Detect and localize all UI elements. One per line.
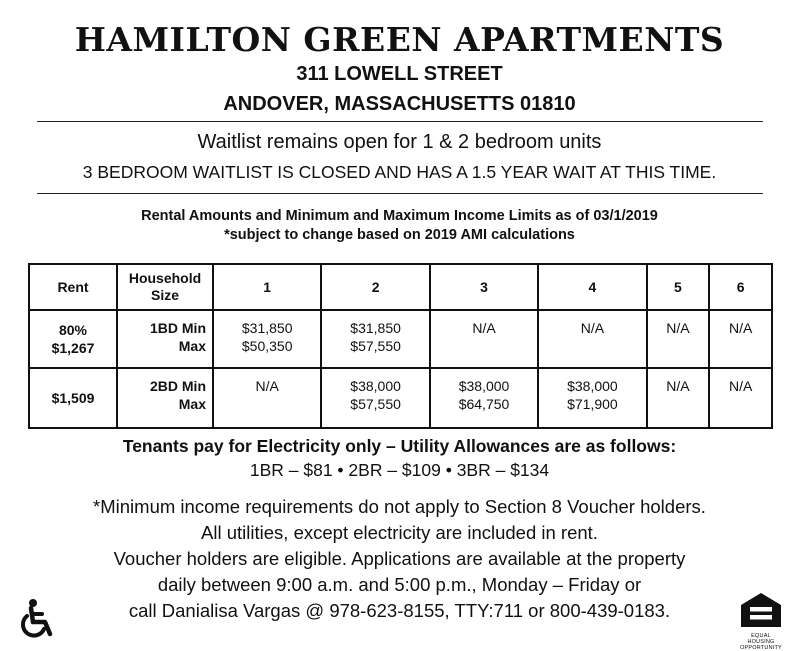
rental-heading-block	[0, 207, 799, 245]
waitlist-open-notice: Waitlist remains open for 1 & 2 bedroom units	[197, 131, 602, 153]
income-cell: $38,000 $57,550	[321, 368, 429, 428]
income-cell: N/A	[213, 368, 321, 428]
note-line: call Danialisa Vargas @ 978-623-8155, TTY:711 or 800-439-0183.	[128, 600, 671, 621]
divider-bottom	[37, 193, 763, 194]
utility-heading: Tenants pay for Electricity only – Utility Allowances are as follows:	[122, 436, 677, 456]
rental-heading: Rental Amounts and Minimum and Maximum Income Limits as of 03/1/2019	[141, 208, 658, 224]
income-limits-table	[28, 263, 773, 429]
equal-housing-caption: EQUAL HOUSING OPPORTUNITY	[740, 633, 782, 651]
income-cell: N/A	[430, 310, 538, 368]
household-size-cell: 2BD Min Max	[117, 368, 213, 428]
table-header-row	[29, 264, 772, 310]
table-row	[29, 368, 772, 428]
income-cell: $38,000 $71,900	[538, 368, 646, 428]
income-cell: N/A	[647, 310, 710, 368]
income-cell: N/A	[647, 368, 710, 428]
equal-housing-opportunity-icon	[738, 592, 784, 651]
income-cell: $31,850 $50,350	[213, 310, 321, 368]
note-line: All utilities, except electricity are included in rent.	[201, 522, 598, 543]
col-header: Rent	[29, 264, 117, 310]
col-header: 3	[430, 264, 538, 310]
income-cell: $38,000 $64,750	[430, 368, 538, 428]
col-header: 2	[321, 264, 429, 310]
notes-block	[0, 494, 799, 624]
note-line: Voucher holders are eligible. Applications are available at the property	[113, 548, 686, 569]
rent-cell: $1,509	[29, 368, 117, 428]
income-cell: N/A	[709, 310, 772, 368]
address-street: 311 LOWELL STREET	[296, 63, 503, 85]
col-header: 6	[709, 264, 772, 310]
income-cell: $31,850 $57,550	[321, 310, 429, 368]
divider-top	[37, 121, 763, 122]
col-header: 4	[538, 264, 646, 310]
col-header: 1	[213, 264, 321, 310]
utility-allowances: 1BR – $81 • 2BR – $109 • 3BR – $134	[249, 460, 550, 480]
waitlist-closed-notice: 3 BEDROOM WAITLIST IS CLOSED AND HAS A 1.5 YEAR WAIT AT THIS TIME.	[82, 162, 717, 182]
col-header: Household Size	[117, 264, 213, 310]
income-cell: N/A	[709, 368, 772, 428]
property-title: HAMILTON GREEN APARTMENTS	[74, 20, 725, 59]
note-line: *Minimum income requirements do not apply to Section 8 Voucher holders.	[93, 496, 706, 517]
income-cell: N/A	[538, 310, 646, 368]
household-size-cell: 1BD Min Max	[117, 310, 213, 368]
note-line: daily between 9:00 a.m. and 5:00 p.m., Monday – Friday or	[157, 574, 642, 595]
col-header: 5	[647, 264, 710, 310]
rental-subheading: *subject to change based on 2019 AMI calculations	[224, 227, 575, 243]
wheelchair-accessibility-icon	[16, 598, 58, 640]
address-city: ANDOVER, MASSACHUSETTS 01810	[223, 93, 576, 115]
rent-cell: 80% $1,267	[29, 310, 117, 368]
table-row	[29, 310, 772, 368]
